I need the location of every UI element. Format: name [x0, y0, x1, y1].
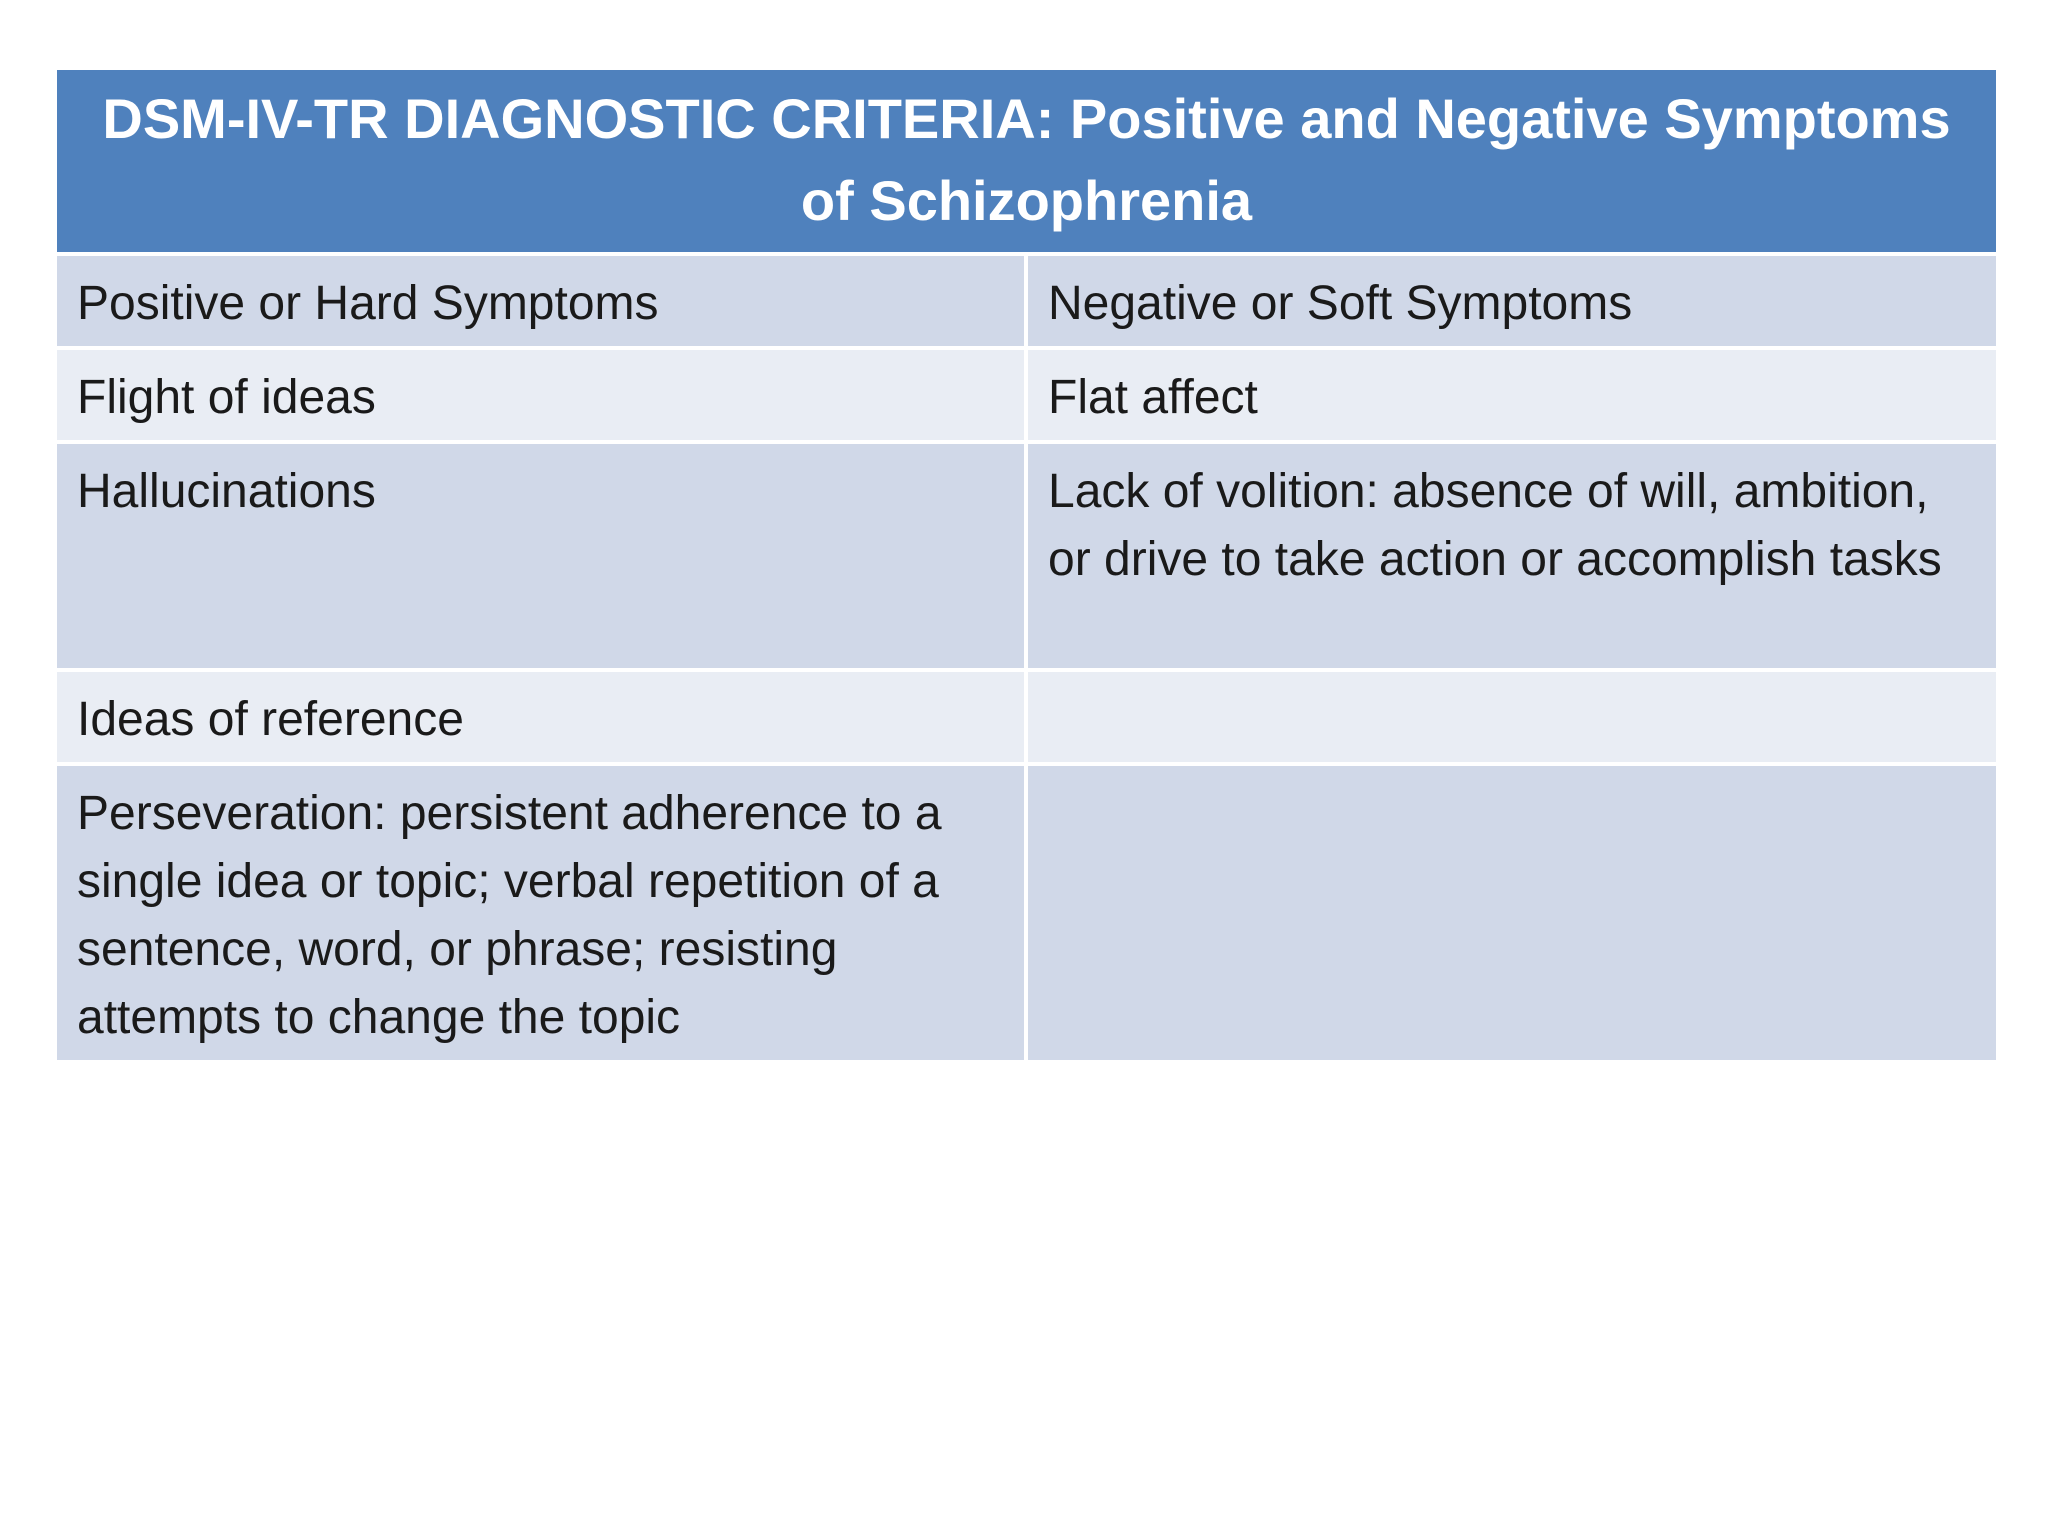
- negative-symptom-cell: [1026, 764, 1998, 1062]
- table-row: [55, 442, 1998, 670]
- positive-symptom-cell: Ideas of reference: [55, 670, 1026, 764]
- negative-symptom-cell: Lack of volition: absence of will, ambition, or drive to take action or accomplish tasks: [1026, 442, 1998, 670]
- column-header-row: [55, 254, 1998, 348]
- table-row: [55, 348, 1998, 442]
- table-row: [55, 670, 1998, 764]
- title-row: [55, 68, 1998, 254]
- symptoms-table: [53, 66, 2000, 1064]
- positive-symptom-cell: Flight of ideas: [55, 348, 1026, 442]
- table-title: DSM-IV-TR DIAGNOSTIC CRITERIA: Positive and Negative Symptoms of Schizophrenia: [55, 68, 1998, 254]
- table-row: [55, 764, 1998, 1062]
- positive-symptoms-header: Positive or Hard Symptoms: [55, 254, 1026, 348]
- positive-symptom-cell: Hallucinations: [55, 442, 1026, 670]
- positive-symptom-cell: Perseveration: persistent adherence to a single idea or topic; verbal repetition of a sentence, word, or phrase; resisting attempts to change the topic: [55, 764, 1026, 1062]
- negative-symptoms-header: Negative or Soft Symptoms: [1026, 254, 1998, 348]
- negative-symptom-cell: Flat affect: [1026, 348, 1998, 442]
- negative-symptom-cell: [1026, 670, 1998, 764]
